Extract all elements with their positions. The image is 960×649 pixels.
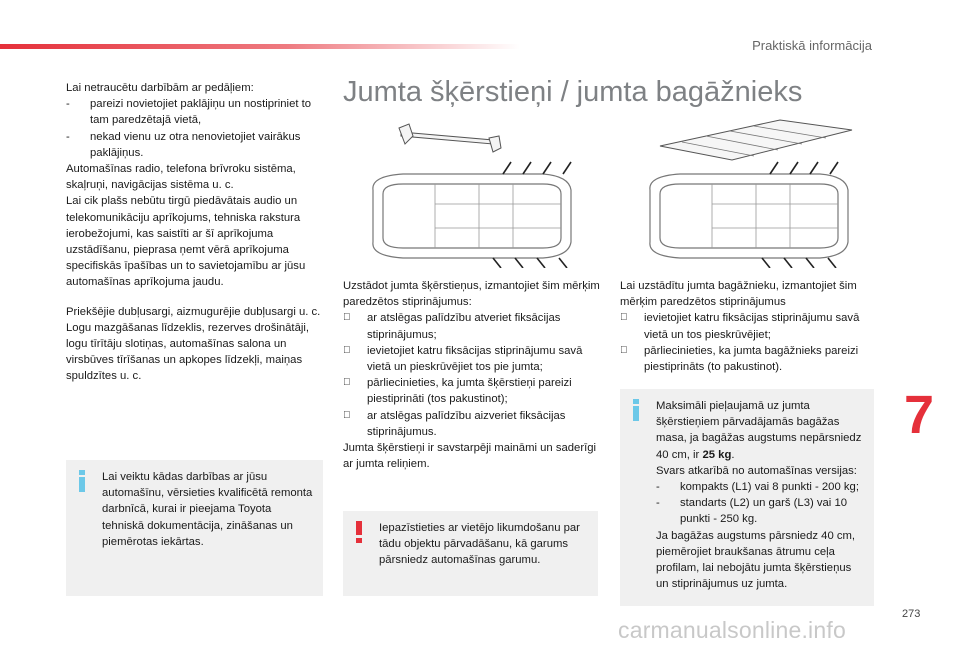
- list-item-text: nekad vienu uz otra nenovietojiet vairākus paklājiņus.: [90, 130, 301, 159]
- page-number: 273: [902, 608, 921, 620]
- list-item: [66, 129, 322, 161]
- list-item: [343, 343, 600, 375]
- roof-bars-illustration: [343, 118, 597, 268]
- bullet-marker: [620, 343, 628, 359]
- consumables-text: Logu mazgāšanas līdzeklis, rezerves drošinātāji, logu tīrītāju slotiņas, automašīnas salona un virsbūves tīrīšanas un apkopes līdzekļi, maiņas spuldzītes u. c.: [66, 321, 310, 383]
- list-item-text: kompakts (L1) vai 8 punkti - 200 kg;: [680, 481, 859, 494]
- list-item: [66, 96, 322, 128]
- bullet-marker: [343, 343, 351, 359]
- warning-box: [343, 511, 598, 596]
- pedal-intro: Lai netraucētu darbībām ar pedāļiem:: [66, 82, 254, 94]
- max-load-value: 25 kg: [702, 448, 732, 461]
- mudguard-heading: Priekšējie dubļusargi, aizmugurējie dubļusargi u. c.: [66, 305, 321, 318]
- warning-text: Iepazīstieties ar vietējo likumdošanu par tādu objektu pārvadāšanu, kā garums pārsniedz automašīnas garumu.: [379, 522, 580, 567]
- left-column: [66, 80, 322, 385]
- roof-bars-drawing: [343, 118, 597, 268]
- list-item: [620, 310, 876, 342]
- roof-rack-intro: Lai uzstādītu jumta bagāžnieku, izmantojiet šim mērķim paredzētos stiprinājumus: [620, 280, 857, 309]
- bullet-marker: [620, 310, 628, 326]
- header-accent-bar: [0, 44, 520, 49]
- roof-bars-intro: Uzstādot jumta šķērstieņus, izmantojiet šim mērķim paredzētos stiprinājumus:: [343, 280, 600, 309]
- roof-rack-drawing: [620, 118, 874, 268]
- dash-marker: -: [656, 497, 660, 510]
- bullet-marker: [343, 310, 351, 326]
- info-text: Lai veiktu kādas darbības ar jūsu automašīnu, vērsieties kvalificētā remonta darbnīcā, kurai ir pieejama Toyota tehniskā dokumentācija, zināšanas un piemērotas iekārtas.: [102, 471, 313, 548]
- middle-column: [343, 278, 600, 472]
- list-item: [343, 310, 600, 342]
- list-item-text: pārliecinieties, ka jumta šķērstieņi pareizi piestiprināti (tos pakustinot);: [367, 377, 572, 406]
- list-item-text: ar atslēgas palīdzību aizveriet fiksācijas stiprinājumus.: [367, 409, 566, 438]
- list-item: [343, 408, 600, 440]
- info-box-workshop: [66, 460, 323, 596]
- list-item-text: ar atslēgas palīdzību atveriet fiksācijas stiprinājumus;: [367, 312, 561, 341]
- list-item: [656, 479, 864, 495]
- list-item-text: pārliecinieties, ka jumta bagāžnieks pareizi piestiprināts (to pakustinot).: [644, 344, 859, 374]
- section-title: Praktiskā informācija: [752, 38, 872, 53]
- audio-heading: Automašīnas radio, telefona brīvroku sistēma, skaļruņi, navigācijas sistēma u. c.: [66, 163, 296, 192]
- roof-bars-note: Jumta šķērstieņi ir savstarpēji maināmi un saderīgi ar jumta reliņiem.: [343, 442, 597, 471]
- right-column: [620, 278, 876, 375]
- info-icon: [76, 470, 88, 492]
- list-item-text: standarts (L2) un garš (L3) vai 10 punkti - 250 kg.: [680, 497, 848, 526]
- list-item-text: pareizi novietojiet paklājiņu un nostipriniet to tam paredzētajā vietā,: [90, 98, 312, 127]
- chapter-number: 7: [904, 385, 935, 445]
- list-item: [343, 375, 600, 407]
- list-item-text: ievietojiet katru fiksācijas stiprinājumu savā vietā un pieskrūvējiet tos pie jumta;: [367, 344, 583, 374]
- info-icon: [630, 399, 642, 421]
- info-box-load: [620, 389, 874, 606]
- dash-marker: -: [656, 481, 660, 494]
- height-advice: Ja bagāžas augstums pārsniedz 40 cm, piemērojiet braukšanas ātrumu ceļa profilam, lai nebojātu jumta šķērstieņus un stiprinājumus uz jumta.: [656, 529, 856, 591]
- list-item: [620, 343, 876, 375]
- bullet-marker: [343, 408, 351, 424]
- page-title: Jumta šķērstieņi / jumta bagāžnieks: [343, 76, 803, 108]
- roof-rack-illustration: [620, 118, 874, 268]
- max-load-pre: Maksimāli pieļaujamā uz jumta šķērstieņiem pārvadājamās bagāžas masa, ja bagāžas augstums nepārsniedz 40 cm, ir: [656, 400, 862, 461]
- max-load-text: [656, 398, 864, 463]
- max-load-post: .: [731, 448, 735, 461]
- watermark: carmanualsonline.info: [618, 617, 846, 643]
- audio-text: Lai cik plašs nebūtu tirgū piedāvātais audio un telekomunikāciju aprīkojums, tehniska rakstura ierobežojumi, kas saistīti ar šī aprīkojuma uzstādīšanu, pieprasa ņemt vērā aprīkojuma specifiskās īpašības un to savietojamību ar jūsu automašīnas aprīkojuma jaudu.: [66, 195, 306, 289]
- dash-marker: -: [66, 130, 70, 143]
- dash-marker: -: [66, 98, 70, 111]
- list-item-text: ievietojiet katru fiksācijas stiprinājumu savā vietā un tos pieskrūvējiet;: [644, 312, 860, 341]
- weight-heading: Svars atkarībā no automašīnas versijas:: [656, 464, 857, 477]
- bullet-marker: [343, 375, 351, 391]
- warning-icon: [353, 521, 365, 543]
- list-item: [656, 495, 864, 527]
